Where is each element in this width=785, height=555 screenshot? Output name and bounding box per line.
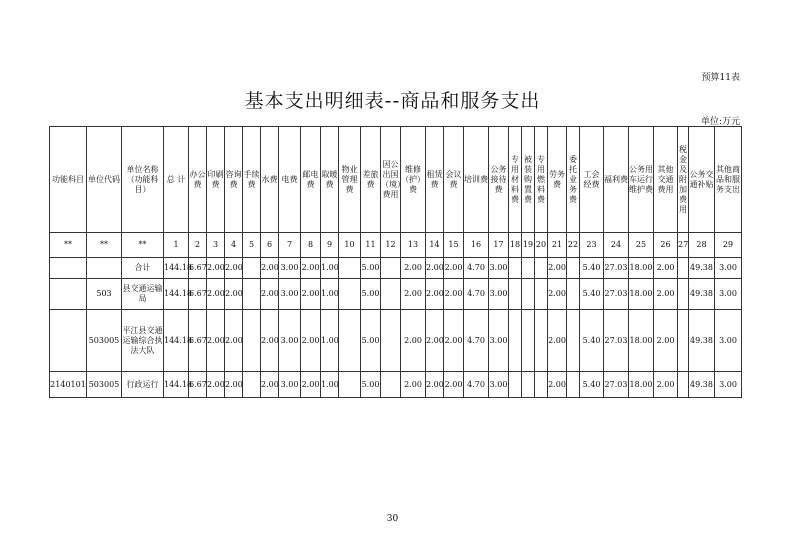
column-header: 公务交通补贴	[689, 127, 715, 233]
table-cell: 合计	[122, 258, 164, 279]
table-cell: 29	[715, 233, 742, 258]
table-cell: 2.00	[444, 310, 464, 372]
table-cell: 4.70	[464, 258, 489, 279]
table-cell: 2.00	[207, 258, 225, 279]
table-cell: 5	[243, 233, 261, 258]
table-cell: 3.00	[715, 279, 742, 310]
column-header: 因公出国（境）费用	[381, 127, 401, 233]
column-header: 公务接待费	[489, 127, 509, 233]
table-cell	[339, 258, 361, 279]
column-header: 会议费	[444, 127, 464, 233]
table-cell	[339, 279, 361, 310]
table-cell: 18	[509, 233, 522, 258]
table-cell: 2.00	[426, 258, 444, 279]
table-cell: 4	[225, 233, 243, 258]
table-cell	[339, 372, 361, 398]
table-cell: 2.00	[401, 372, 426, 398]
table-cell: 4.70	[464, 372, 489, 398]
table-cell: 8	[301, 233, 321, 258]
table-cell: 2140101	[50, 372, 87, 398]
expenditure-table	[49, 126, 742, 398]
table-cell: 2.00	[401, 310, 426, 372]
table-cell: 9	[321, 233, 339, 258]
column-header: 单位名称（功能科目）	[122, 127, 164, 233]
table-cell: 5.40	[580, 372, 604, 398]
index-row	[50, 233, 742, 258]
table-cell: 3.00	[489, 279, 509, 310]
column-header: 培训费	[464, 127, 489, 233]
table-cell: 18.00	[629, 258, 654, 279]
table-cell: 5.00	[361, 372, 381, 398]
table-cell: 23	[580, 233, 604, 258]
table-cell: 3.00	[279, 258, 301, 279]
table-row	[50, 310, 742, 372]
table-cell	[535, 258, 548, 279]
table-cell	[50, 258, 87, 279]
table-cell: 19	[522, 233, 535, 258]
table-cell: 27	[678, 233, 689, 258]
table-cell	[535, 310, 548, 372]
unit-label: 单位:万元	[700, 117, 740, 127]
table-cell: 1	[164, 233, 189, 258]
table-row	[50, 258, 742, 279]
table-cell: 27.03	[604, 279, 629, 310]
table-cell	[243, 258, 261, 279]
table-cell	[50, 279, 87, 310]
table-cell	[535, 372, 548, 398]
table-cell: 13	[401, 233, 426, 258]
column-header: 福利费	[604, 127, 629, 233]
table-cell: 3.00	[489, 372, 509, 398]
table-cell	[678, 258, 689, 279]
page-title: 基本支出明细表--商品和服务支出	[244, 90, 541, 112]
table-cell: 2.00	[301, 372, 321, 398]
column-header: 劳务费	[548, 127, 567, 233]
table-cell: 2.00	[207, 279, 225, 310]
page-number: 30	[386, 514, 399, 524]
table-cell: 1.00	[321, 372, 339, 398]
form-number: 预算11表	[701, 73, 740, 83]
table-cell	[243, 279, 261, 310]
table-cell: 县交通运输局	[122, 279, 164, 310]
table-cell: 49.38	[689, 310, 715, 372]
table-cell: 22	[567, 233, 580, 258]
table-cell: 2.00	[261, 310, 279, 372]
table-cell	[567, 310, 580, 372]
table-cell: 49.38	[689, 258, 715, 279]
table-cell: 6.67	[189, 372, 207, 398]
table-cell: 2.00	[261, 258, 279, 279]
column-header: 公务用车运行维护费	[629, 127, 654, 233]
table-cell: 2	[189, 233, 207, 258]
table-cell: 2.00	[225, 258, 243, 279]
column-header: 邮电费	[301, 127, 321, 233]
column-header: 电费	[279, 127, 301, 233]
table-cell	[50, 310, 87, 372]
table-cell: 6.67	[189, 310, 207, 372]
table-cell: 2.00	[225, 279, 243, 310]
table-cell	[243, 372, 261, 398]
table-cell: **	[122, 233, 164, 258]
table-cell	[381, 372, 401, 398]
table-cell: 2.00	[225, 310, 243, 372]
column-header: 咨询费	[225, 127, 243, 233]
table-cell	[522, 279, 535, 310]
table-cell: 3.00	[489, 258, 509, 279]
table-cell	[522, 372, 535, 398]
table-cell: 26	[654, 233, 678, 258]
table-cell: 16	[464, 233, 489, 258]
column-header: 总 计	[164, 127, 189, 233]
table-cell: 18.00	[629, 310, 654, 372]
table-cell	[567, 258, 580, 279]
table-cell	[522, 258, 535, 279]
table-cell	[509, 372, 522, 398]
table-cell	[567, 372, 580, 398]
table-cell: 5.40	[580, 310, 604, 372]
table-cell: 6.67	[189, 258, 207, 279]
column-header: 单位代码	[87, 127, 122, 233]
table-cell: 3.00	[279, 279, 301, 310]
table-cell: 2.00	[444, 258, 464, 279]
table-cell	[678, 310, 689, 372]
table-cell: 2.00	[654, 258, 678, 279]
column-header: 专用材料费	[509, 127, 522, 233]
table-cell: 3.00	[715, 258, 742, 279]
table-cell: 6	[261, 233, 279, 258]
table-cell: 3.00	[489, 310, 509, 372]
table-cell: 5.00	[361, 279, 381, 310]
table-cell	[678, 279, 689, 310]
column-header: 手续费	[243, 127, 261, 233]
table-cell: 144.18	[164, 372, 189, 398]
header-row	[50, 127, 742, 233]
column-header: 工会经费	[580, 127, 604, 233]
column-header: 取暖费	[321, 127, 339, 233]
table-cell: 2.00	[261, 279, 279, 310]
table-cell: 503005	[87, 372, 122, 398]
table-cell: 5.00	[361, 258, 381, 279]
table-cell: 11	[361, 233, 381, 258]
table-cell: 28	[689, 233, 715, 258]
table-cell: 2.00	[207, 372, 225, 398]
table-cell: 2.00	[548, 258, 567, 279]
column-header: 其他商品和服务支出	[715, 127, 742, 233]
table-cell: 25	[629, 233, 654, 258]
table-cell: 503005	[87, 310, 122, 372]
column-header: 被装购置费	[522, 127, 535, 233]
table-cell: 12	[381, 233, 401, 258]
table-cell: 18.00	[629, 279, 654, 310]
table-cell: 1.00	[321, 258, 339, 279]
table-cell: 2.00	[654, 310, 678, 372]
table-cell: 5.40	[580, 279, 604, 310]
table-cell: 3.00	[715, 372, 742, 398]
table-cell: 2.00	[444, 279, 464, 310]
table-cell: 4.70	[464, 310, 489, 372]
table-cell: 27.03	[604, 372, 629, 398]
table-cell: 144.18	[164, 310, 189, 372]
column-header: 印刷费	[207, 127, 225, 233]
table-cell: 2.00	[301, 279, 321, 310]
table-cell: 2.00	[426, 310, 444, 372]
table-cell	[535, 279, 548, 310]
table-cell	[567, 279, 580, 310]
column-header: 功能科目	[50, 127, 87, 233]
table-cell: 2.00	[444, 372, 464, 398]
column-header: 税金及附加费用	[678, 127, 689, 233]
table-row	[50, 372, 742, 398]
column-header: 水费	[261, 127, 279, 233]
table-cell: 4.70	[464, 279, 489, 310]
table-cell: 2.00	[225, 372, 243, 398]
table-cell: 2.00	[548, 310, 567, 372]
column-header: 差旅费	[361, 127, 381, 233]
table-cell: 1.00	[321, 310, 339, 372]
table-cell	[87, 258, 122, 279]
table-cell: **	[87, 233, 122, 258]
table-cell	[339, 310, 361, 372]
column-header: 委托业务费	[567, 127, 580, 233]
table-row	[50, 279, 742, 310]
table-cell: 2.00	[261, 372, 279, 398]
table-cell: 49.38	[689, 279, 715, 310]
column-header: 维修（护）费	[401, 127, 426, 233]
table-cell: 10	[339, 233, 361, 258]
table-cell: 15	[444, 233, 464, 258]
table-cell: 20	[535, 233, 548, 258]
table-cell: 24	[604, 233, 629, 258]
table-cell: 1.00	[321, 279, 339, 310]
table-cell: 2.00	[426, 279, 444, 310]
table-cell: 503	[87, 279, 122, 310]
table-cell	[381, 258, 401, 279]
table-cell: 27.03	[604, 258, 629, 279]
table-cell: 平江县交通运输综合执法大队	[122, 310, 164, 372]
table-cell: 2.00	[401, 279, 426, 310]
table-cell: 2.00	[654, 279, 678, 310]
table-cell: 6.67	[189, 279, 207, 310]
column-header: 专用燃料费	[535, 127, 548, 233]
table-cell: 3.00	[279, 310, 301, 372]
table-cell: 2.00	[401, 258, 426, 279]
table-cell	[678, 372, 689, 398]
table-cell	[522, 310, 535, 372]
table-cell: 2.00	[426, 372, 444, 398]
table-cell: 18.00	[629, 372, 654, 398]
table-cell: 2.00	[548, 372, 567, 398]
table-cell: 2.00	[207, 310, 225, 372]
table-cell: 17	[489, 233, 509, 258]
table-cell: 5.00	[361, 310, 381, 372]
column-header: 物业管理费	[339, 127, 361, 233]
table-cell: 5.40	[580, 258, 604, 279]
table-cell	[509, 258, 522, 279]
table-cell	[381, 279, 401, 310]
table-cell: 2.00	[654, 372, 678, 398]
column-header: 其他交通费用	[654, 127, 678, 233]
table-cell: 14	[426, 233, 444, 258]
table-cell: 7	[279, 233, 301, 258]
table-cell: 144.18	[164, 279, 189, 310]
table-cell: 27.03	[604, 310, 629, 372]
table-cell: 行政运行	[122, 372, 164, 398]
table-cell: 3	[207, 233, 225, 258]
table-cell: **	[50, 233, 87, 258]
table-cell: 2.00	[301, 258, 321, 279]
table-cell: 3.00	[279, 372, 301, 398]
column-header: 办公费	[189, 127, 207, 233]
table-cell	[509, 310, 522, 372]
table-cell	[243, 310, 261, 372]
column-header: 租赁费	[426, 127, 444, 233]
table-cell	[381, 310, 401, 372]
table-cell: 49.38	[689, 372, 715, 398]
table-cell: 21	[548, 233, 567, 258]
table-cell: 2.00	[301, 310, 321, 372]
table-cell: 3.00	[715, 310, 742, 372]
table-cell	[509, 279, 522, 310]
table-cell: 144.18	[164, 258, 189, 279]
table-cell: 2.00	[548, 279, 567, 310]
